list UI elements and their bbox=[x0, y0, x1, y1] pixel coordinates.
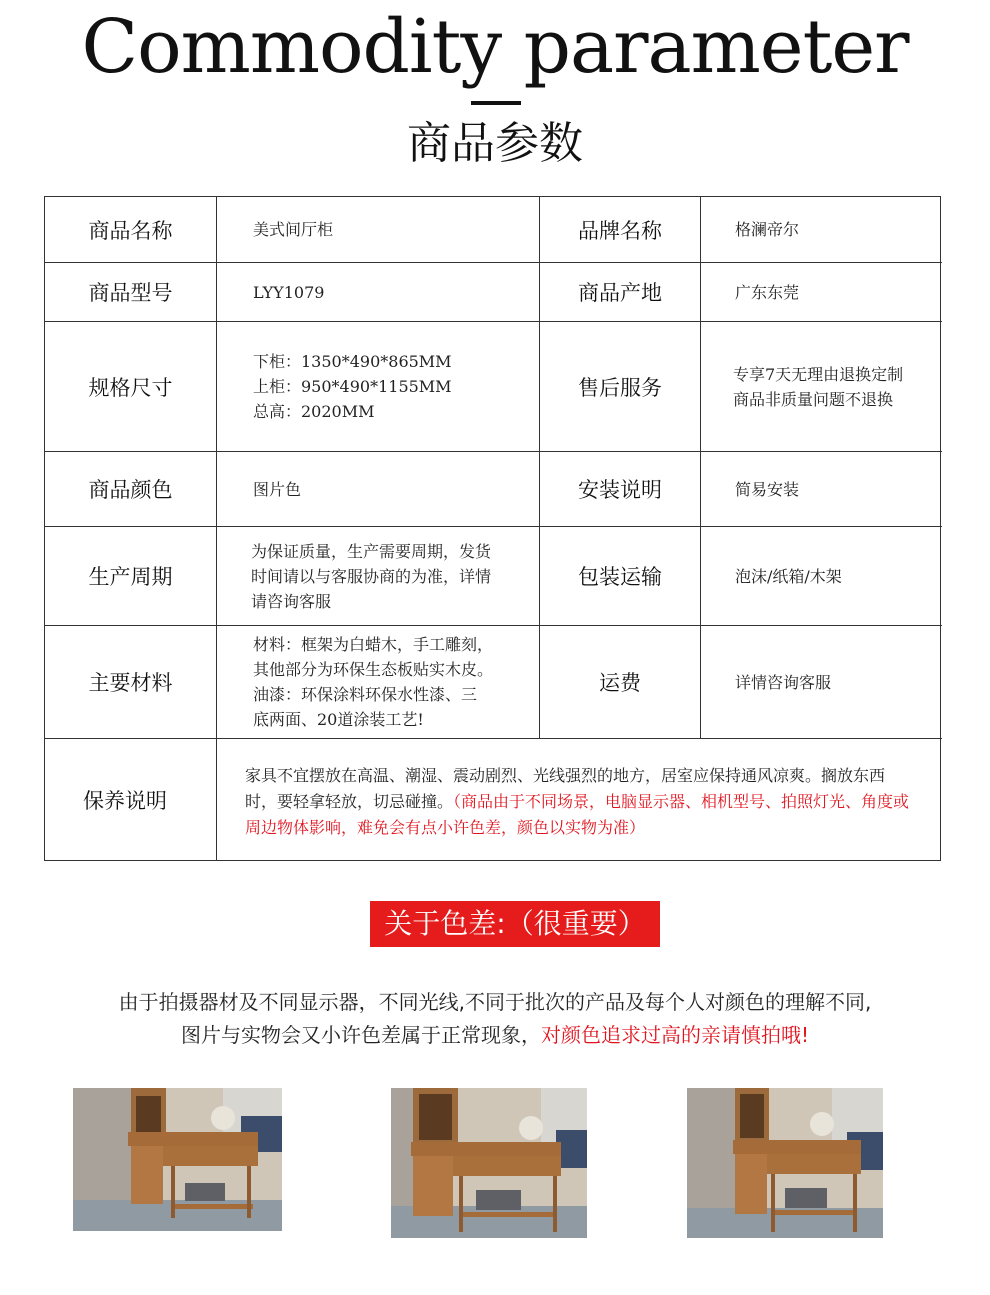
param-value bbox=[701, 626, 941, 738]
product-photo bbox=[391, 1088, 587, 1238]
param-value bbox=[217, 197, 539, 262]
param-value-line: 为保证质量，生产需要周期，发货 bbox=[251, 541, 492, 561]
care-label: 保养说明 bbox=[83, 789, 167, 813]
param-value bbox=[217, 452, 539, 526]
param-value-line: 简易安装 bbox=[735, 479, 800, 499]
notice-line-2-black: 图片与实物会又小许色差属于正常现象， bbox=[180, 1023, 541, 1047]
notice-line-1: 由于拍摄器材及不同显示器，不同光线,不同于批次的产品及每个人对颜色的理解不同, bbox=[118, 990, 872, 1014]
color-notice-text bbox=[0, 986, 990, 1052]
param-value-line: 上柜：950*490*1155MM bbox=[253, 377, 452, 396]
param-label: 安装说明 bbox=[578, 478, 662, 502]
care-text bbox=[217, 739, 941, 861]
notice-line-2 bbox=[0, 1019, 990, 1052]
param-label: 商品名称 bbox=[88, 218, 173, 243]
param-value bbox=[701, 527, 941, 625]
param-label: 规格尺寸 bbox=[88, 375, 173, 400]
param-value-line: 油漆：环保涂料环保水性漆、三 bbox=[253, 685, 478, 704]
param-label: 包装运输 bbox=[578, 565, 662, 589]
parameter-table bbox=[44, 196, 941, 861]
title-chinese: 商品参数 bbox=[407, 118, 583, 169]
param-value-line: 广东东莞 bbox=[735, 282, 800, 302]
param-value-line: 泡沫/纸箱/木架 bbox=[735, 566, 842, 586]
param-label: 主要材料 bbox=[88, 671, 173, 695]
param-value bbox=[217, 527, 539, 625]
param-value-line: 总高：2020MM bbox=[253, 402, 375, 421]
param-value bbox=[217, 322, 539, 451]
notice-line-2-red: 对颜色追求过高的亲请慎拍哦! bbox=[540, 1023, 810, 1047]
param-label: 品牌名称 bbox=[578, 218, 662, 243]
param-value bbox=[701, 452, 941, 526]
param-label: 商品型号 bbox=[88, 281, 173, 305]
param-value-line: LYY1079 bbox=[253, 282, 325, 302]
product-photo bbox=[73, 1088, 282, 1231]
param-value bbox=[217, 263, 539, 321]
param-value-line: 专享7天无理由退换定制 bbox=[733, 364, 904, 384]
title-divider bbox=[471, 101, 521, 105]
param-value-line: 底两面、20道涂装工艺! bbox=[253, 710, 424, 729]
param-label: 商品产地 bbox=[578, 281, 662, 305]
param-value bbox=[701, 197, 941, 262]
care-text-red: （商品由于不同场景，电脑显示器、相机型号、拍照灯光、角度或周边物体影响，难免会有点小许色差，颜色以实物为准） bbox=[245, 792, 910, 837]
care-text-black: 家具不宜摆放在高温、潮湿、震动剧烈、光线强烈的地方，居室应保持通风凉爽。搁放东西时，要轻拿轻放，切忌碰撞。 bbox=[245, 766, 886, 811]
product-photo-graphic bbox=[73, 1088, 282, 1231]
param-value-line: 格澜帝尔 bbox=[735, 220, 800, 239]
param-value bbox=[701, 263, 941, 321]
product-photo-graphic bbox=[391, 1088, 587, 1238]
title-english: Commodity parameter bbox=[81, 4, 909, 90]
param-label: 商品颜色 bbox=[88, 478, 173, 502]
param-value-line: 其他部分为环保生态板贴实木皮。 bbox=[253, 660, 494, 679]
param-value bbox=[217, 626, 539, 738]
param-label: 生产周期 bbox=[88, 565, 173, 589]
param-label: 运费 bbox=[599, 671, 641, 695]
param-value-line: 美式间厅柜 bbox=[253, 220, 334, 239]
param-value-line: 材料：框架为白蜡木，手工雕刻， bbox=[253, 635, 494, 654]
param-value-line: 时间请以与客服协商的为准，详情 bbox=[251, 566, 492, 586]
param-value-line: 请咨询客服 bbox=[251, 591, 332, 611]
product-photo bbox=[687, 1088, 883, 1238]
param-value-line: 图片色 bbox=[253, 479, 302, 499]
param-value bbox=[701, 322, 941, 451]
param-value-line: 详情咨询客服 bbox=[735, 672, 832, 692]
product-photo-graphic bbox=[687, 1088, 883, 1238]
param-value-line: 下柜：1350*490*865MM bbox=[253, 352, 452, 371]
param-value-line: 商品非质量问题不退换 bbox=[733, 389, 894, 409]
param-label: 售后服务 bbox=[578, 375, 662, 400]
color-notice-badge: 关于色差:（很重要） bbox=[370, 901, 660, 947]
